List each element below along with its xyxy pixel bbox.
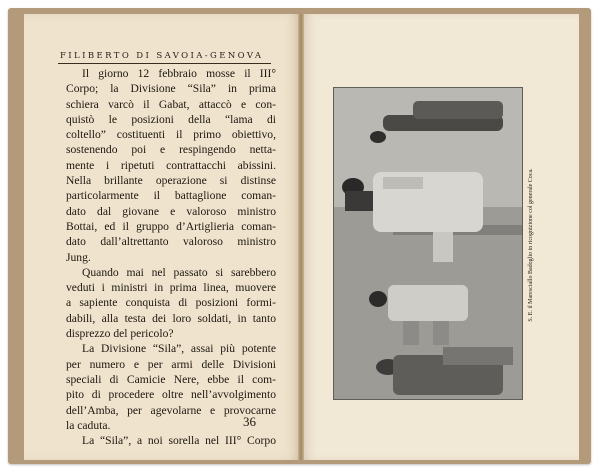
page-number: 36 bbox=[243, 414, 256, 429]
text-line: dell’Amba, per agevolarne e provocarne bbox=[66, 403, 276, 417]
text-line: particolarmente il battaglione coman- bbox=[66, 189, 276, 203]
text-line: Corpo; la Divisione “Sila” in prima bbox=[66, 82, 276, 96]
text-line: la caduta. bbox=[66, 418, 111, 432]
book-gutter bbox=[298, 14, 304, 460]
text-line: disprezzo del pericolo? bbox=[66, 327, 174, 341]
text-line: dato dal giovane e valoroso ministro bbox=[66, 204, 276, 218]
text-line: Il giorno 12 febbraio mosse il III° bbox=[82, 67, 276, 80]
text-line: speciali di Camicie Nere, ebbe il com- bbox=[66, 372, 276, 386]
text-line: sostenendo poi e respingendo netta- bbox=[66, 143, 276, 157]
text-line: mente i ripetuti contrattacchi abissini. bbox=[66, 158, 276, 172]
photograph-scene bbox=[333, 87, 523, 400]
text-line: Jung. bbox=[66, 250, 91, 264]
text-line: schiera varcò il Gabat, attaccò e con- bbox=[66, 97, 276, 111]
photograph bbox=[333, 87, 523, 400]
text-line: quistò le posizioni della “lama di bbox=[66, 112, 276, 126]
text-line: veduti i ministri in prima linea, muovere bbox=[66, 281, 276, 295]
text-line: Nella brillante operazione si distinse bbox=[66, 174, 276, 188]
text-line: Quando mai nel passato si sarebbero bbox=[82, 265, 276, 279]
text-line: La Divisione “Sila”, assai più potente bbox=[82, 342, 276, 356]
body-text bbox=[66, 66, 276, 448]
running-head: FILIBERTO DI SAVOIA-GENOVA bbox=[60, 51, 264, 61]
text-line: dato dall’altrettanto valoroso ministro bbox=[66, 235, 276, 249]
text-line: La “Sila”, a noi sorella nel III° Corpo bbox=[82, 434, 276, 448]
text-line: a sapiente conquista di posizioni formi- bbox=[66, 296, 276, 310]
running-head-rule bbox=[58, 63, 271, 64]
text-line: Bottai, ed il gruppo d’Artiglieria coman- bbox=[66, 219, 276, 233]
text-line: per numero e per armi delle Divisioni bbox=[66, 357, 276, 371]
photo-caption-text: S. E. il Maresciallo Badoglio in ricognizione col generale Coca. bbox=[528, 168, 534, 322]
text-line: pito di procedere oltre nell’avvolgimento bbox=[66, 388, 276, 402]
text-line: coltello” costituenti il primo obiettivo, bbox=[66, 128, 276, 142]
text-line: dabili, alla testa dei loro soldati, in tanto bbox=[66, 311, 276, 325]
